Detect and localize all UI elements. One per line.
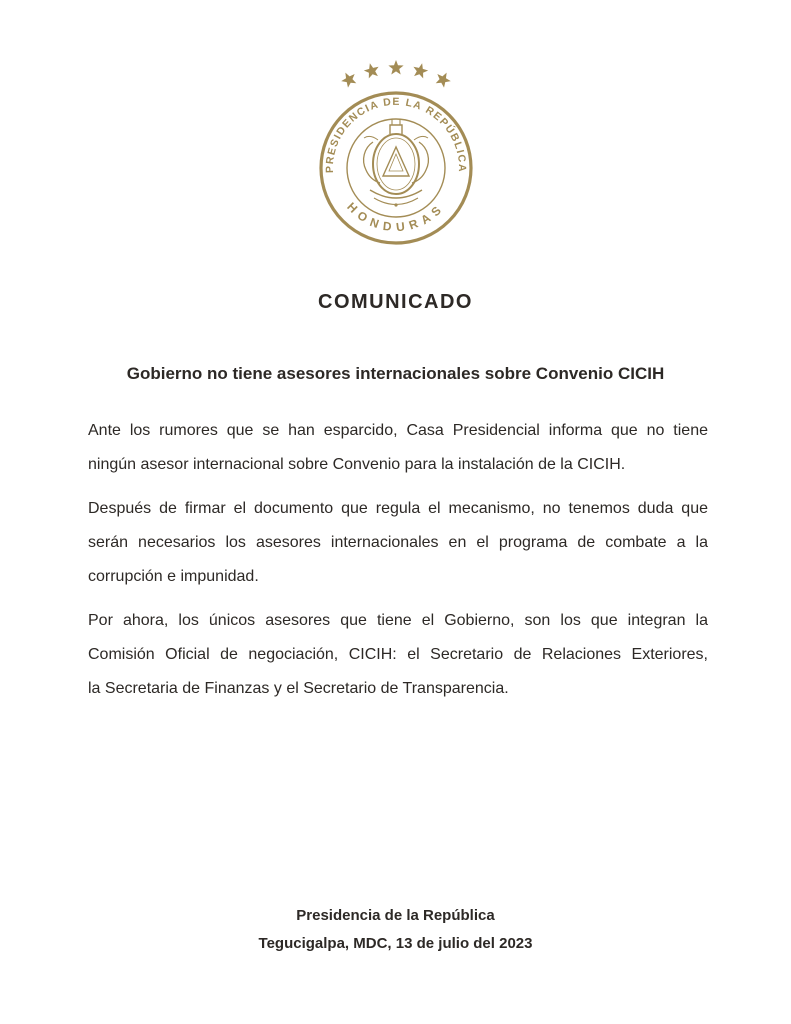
star-icon	[362, 61, 380, 79]
paragraph-3	[88, 604, 708, 706]
seal-container	[0, 0, 791, 255]
seal-bottom-text: HONDURAS	[343, 199, 448, 235]
text-line: Ante los rumores que se han esparcido, Casa Presidencial informa que no tiene	[88, 422, 708, 439]
footer-organization: Presidencia de la República	[296, 907, 495, 924]
text-line: ningún asesor internacional sobre Convenio para la instalación de la CICIH.	[88, 456, 626, 473]
text-line: Después de firmar el documento que regula el mecanismo, no tenemos duda que	[88, 500, 708, 517]
paragraph-2	[88, 492, 708, 594]
paragraph-1	[88, 414, 708, 482]
footer-dateline: Tegucigalpa, MDC, 13 de julio del 2023	[258, 935, 533, 952]
text-line: Por ahora, los únicos asesores que tiene el Gobierno, son los que integran la	[88, 612, 708, 629]
text-line: la Secretaria de Finanzas y el Secretario de Transparencia.	[88, 680, 509, 697]
text-line: corrupción e impunidad.	[88, 568, 259, 585]
document-body	[0, 414, 791, 706]
star-icon	[433, 69, 453, 89]
star-icon	[388, 60, 403, 74]
coat-of-arms-icon	[363, 119, 428, 207]
text-line: serán necesarios los asesores internacionales en el programa de combate a la	[88, 534, 708, 551]
star-icon	[411, 61, 429, 79]
document-heading: Gobierno no tiene asesores internacionales sobre Convenio CICIH	[126, 364, 665, 383]
seal-stars	[338, 60, 453, 89]
document-title: COMUNICADO	[318, 291, 473, 313]
document-footer	[0, 902, 791, 958]
presidential-seal	[306, 50, 486, 250]
star-icon	[338, 69, 358, 89]
text-line: Comisión Oficial de negociación, CICIH: el Secretario de Relaciones Exteriores,	[88, 646, 708, 663]
seal-top-text: PRESIDENCIA DE LA REPÚBLICA	[323, 95, 468, 174]
